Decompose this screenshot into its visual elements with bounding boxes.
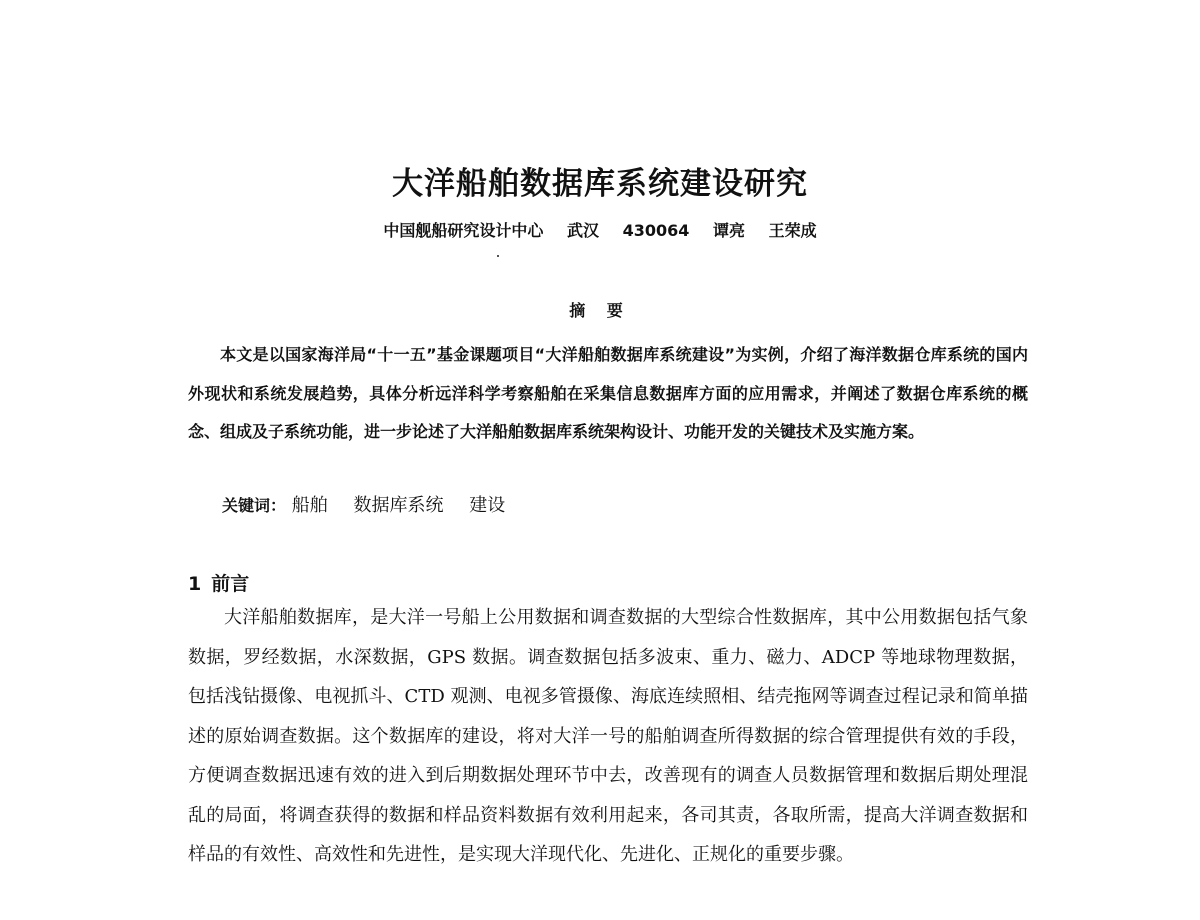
section-number: 1 (188, 573, 202, 595)
section-heading (188, 569, 249, 596)
section-paragraph: 大洋船舶数据库，是大洋一号船上公用数据和调查数据的大型综合性数据库，其中公用数据包括气象数据，罗经数据，水深数据，GPS 数据。调查数据包括多波束、重力、磁力、ADCP 等地球物理数据，包括浅钻摄像、电视抓斗、CTD 观测、电视多管摄像、海底连续照相、结壳拖网等调查过程记录和简单描述的原始调查数据。这个数据库的建设，将对大洋一号的船舶调查所得数据的综合管理提供有效的手段，方便调查数据迅速有效的进入到后期数据处理环节中去，改善现有的调查人员数据管理和数据后期处理混乱的局面，将调查获得的数据和样品资料数据有效利用起来，各司其责，各取所需，提高大洋调查数据和样品的有效性、高效性和先进性，是实现大洋现代化、先进化、正规化的重要步骤。 (188, 607, 1028, 865)
section-body (188, 598, 1028, 875)
keywords-label: 关键词： (222, 496, 287, 515)
abstract-text: 本文是以国家海洋局“十一五”基金课题项目“大洋船舶数据库系统建设”为实例，介绍了海洋数据仓库系统的国内外现状和系统发展趋势，具体分析远洋科学考察船舶在采集信息数据库方面的应用需求，并阐述了数据仓库系统的概念、组成及子系统功能，进一步论述了大洋船舶数据库系统架构设计、功能开发的关键技术及实施方案。 (188, 345, 1028, 441)
affiliation: 中国舰船研究设计中心 (383, 221, 544, 240)
scan-speck (497, 255, 499, 257)
keywords (222, 491, 525, 517)
keyword-item: 船舶 (291, 495, 328, 516)
author-2: 王荣成 (768, 221, 817, 240)
author-1: 谭亮 (712, 221, 745, 240)
keyword-item: 建设 (469, 495, 506, 516)
abstract (188, 336, 1028, 452)
byline (0, 218, 1200, 241)
section-title: 前言 (211, 573, 250, 595)
paper-title: 大洋船舶数据库系统建设研究 (392, 166, 808, 202)
keyword-item: 数据库系统 (353, 495, 444, 516)
city: 武汉 (567, 221, 600, 240)
postcode: 430064 (622, 221, 690, 240)
abstract-heading: 摘 要 (569, 301, 631, 320)
